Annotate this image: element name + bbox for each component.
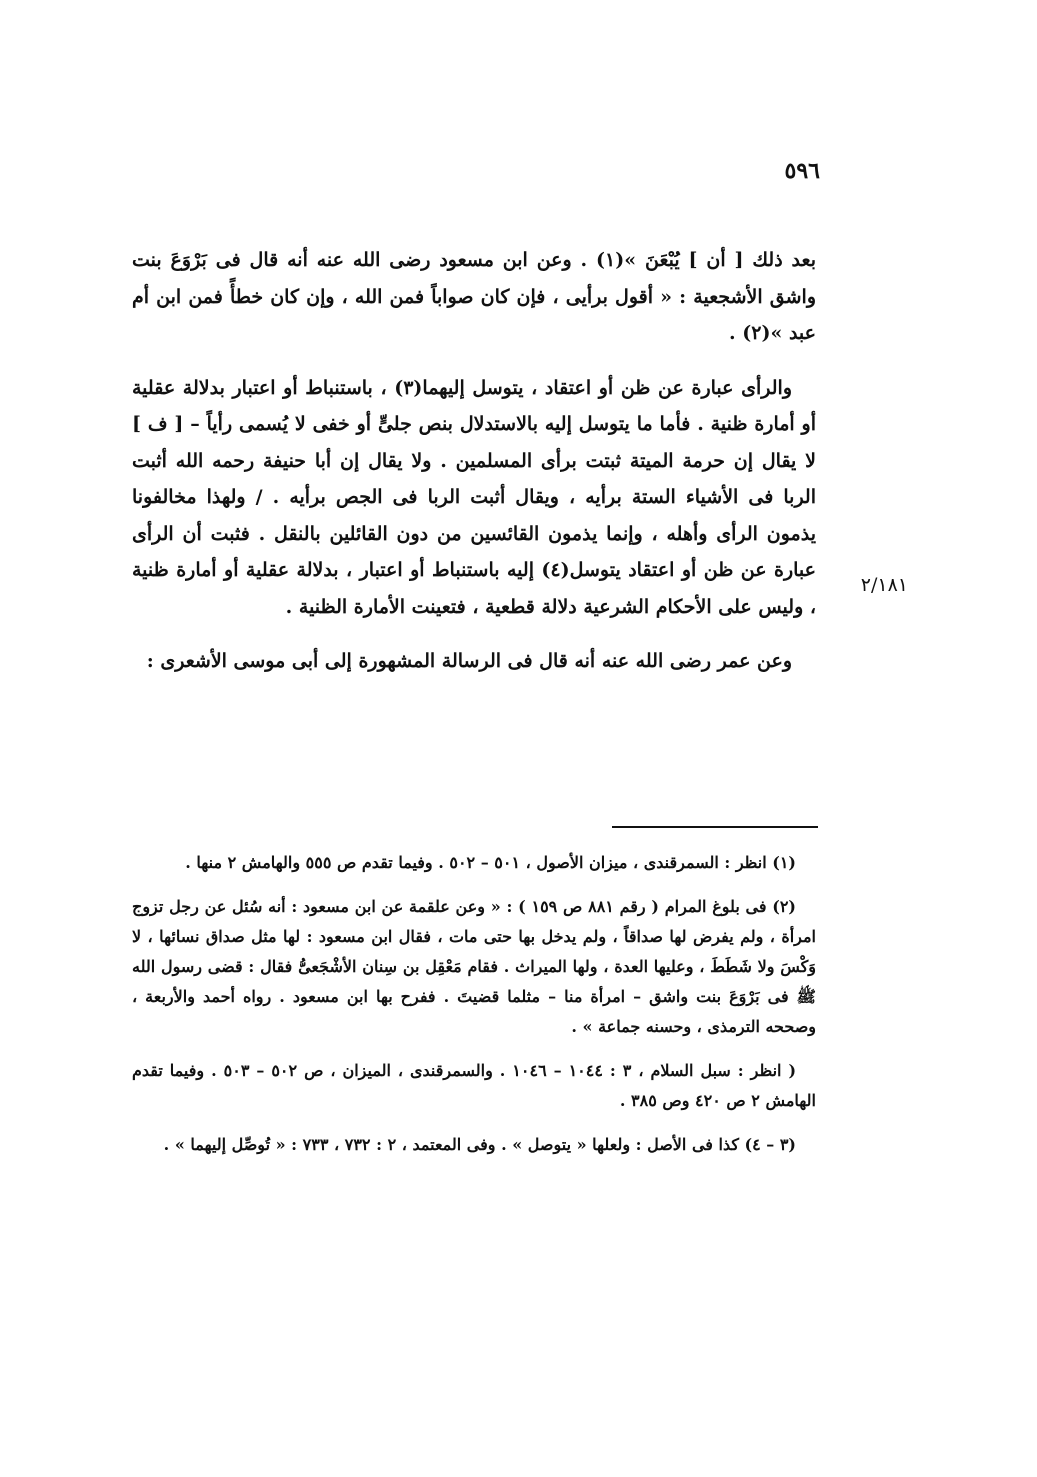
footnote-divider bbox=[612, 826, 818, 828]
main-text bbox=[132, 242, 816, 698]
footnotes bbox=[132, 848, 816, 1174]
paragraph-umar-letter: وعن عمر رضى الله عنه أنه قال فى الرسالة المشهورة إلى أبى موسى الأشعرى : bbox=[146, 650, 792, 672]
page-number: ٥٩٦ bbox=[784, 158, 820, 184]
paragraph-ibn-masud: بعد ذلك [ أن ] يُبْعَنَ »(١) . وعن ابن مسعود رضى الله عنه أنه قال فى بَرْوَعَ بنت واشق الأشجعية : « أقول برأيى ، فإن كان صواباً فمن الله ، وإن كان خطأً فمن ابن أم عبد »(٢) . bbox=[132, 249, 816, 344]
footnote-3-4: (٣ – ٤) كذا فى الأصل : ولعلها « يتوصل » . وفى المعتمد ، ٢ : ٧٣٢ ، ٧٣٣ : « تُوصِّل إليهما » . bbox=[163, 1135, 796, 1154]
footnote-1: (١) انظر : السمرقندى ، ميزان الأصول ، ٥٠١ – ٥٠٢ . وفيما تقدم ص ٥٥٥ والهامش ٢ منها . bbox=[185, 853, 796, 872]
margin-page-reference: ٢/١٨١ bbox=[860, 574, 908, 596]
footnote-2-reference: ( انظر : سبل السلام ، ٣ : ١٠٤٤ – ١٠٤٦ . والسمرقندى ، الميزان ، ص ٥٠٢ – ٥٠٣ . وفيما تقدم الهامش ٢ ص ٤٢٠ وص ٣٨٥ . bbox=[132, 1061, 816, 1110]
paragraph-definition-of-opinion: والرأى عبارة عن ظن أو اعتقاد ، يتوسل إليهما(٣) ، باستنباط أو اعتبار بدلالة عقلية أو أمارة ظنية . فأما ما يتوسل إليه بالاستدلال بنص جلىٍّ أو خفى لا يُسمى رأياً – [ ف ] لا يقال إن حرمة الميتة ثبتت برأى المسلمين . ولا يقال إن أبا حنيفة رحمه الله أثبت الربا فى الأشياء الستة برأيه ، ويقال أثبت الربا فى الجص برأيه . / ولهذا مخالفونا يذمون الرأى وأهله ، وإنما يذمون القائسين من دون القائلين بالنقل . فثبت أن الرأى عبارة عن ظن أو اعتقاد يتوسل(٤) إليه باستنباط أو اعتبار ، بدلالة عقلية أو أمارة ظنية ، وليس على الأحكام الشرعية دلالة قطعية ، فتعينت الأمارة الظنية . bbox=[132, 376, 816, 618]
footnote-2: (٢) فى بلوغ المرام ( رقم ٨٨١ ص ١٥٩ ) : « وعن علقمة عن ابن مسعود : أنه سُئل عن رجل تزوج امرأة ، ولم يفرض لها صداقاً ، ولم يدخل بها حتى مات ، فقال ابن مسعود : لها مثل صداق نسائها ، لا وَكْسَ ولا شَطَطَ ، وعليها العدة ، ولها الميراث . فقام مَعْقِل بن سِنان الأشْجَعىُّ فقال : قضى رسول الله ﷺ فى بَرْوَعَ بنت واشق – امرأة منا – مثلما قضيتَ . ففرح بها ابن مسعود . رواه أحمد والأربعة ، وصححه الترمذى ، وحسنه جماعة » . bbox=[132, 897, 817, 1036]
